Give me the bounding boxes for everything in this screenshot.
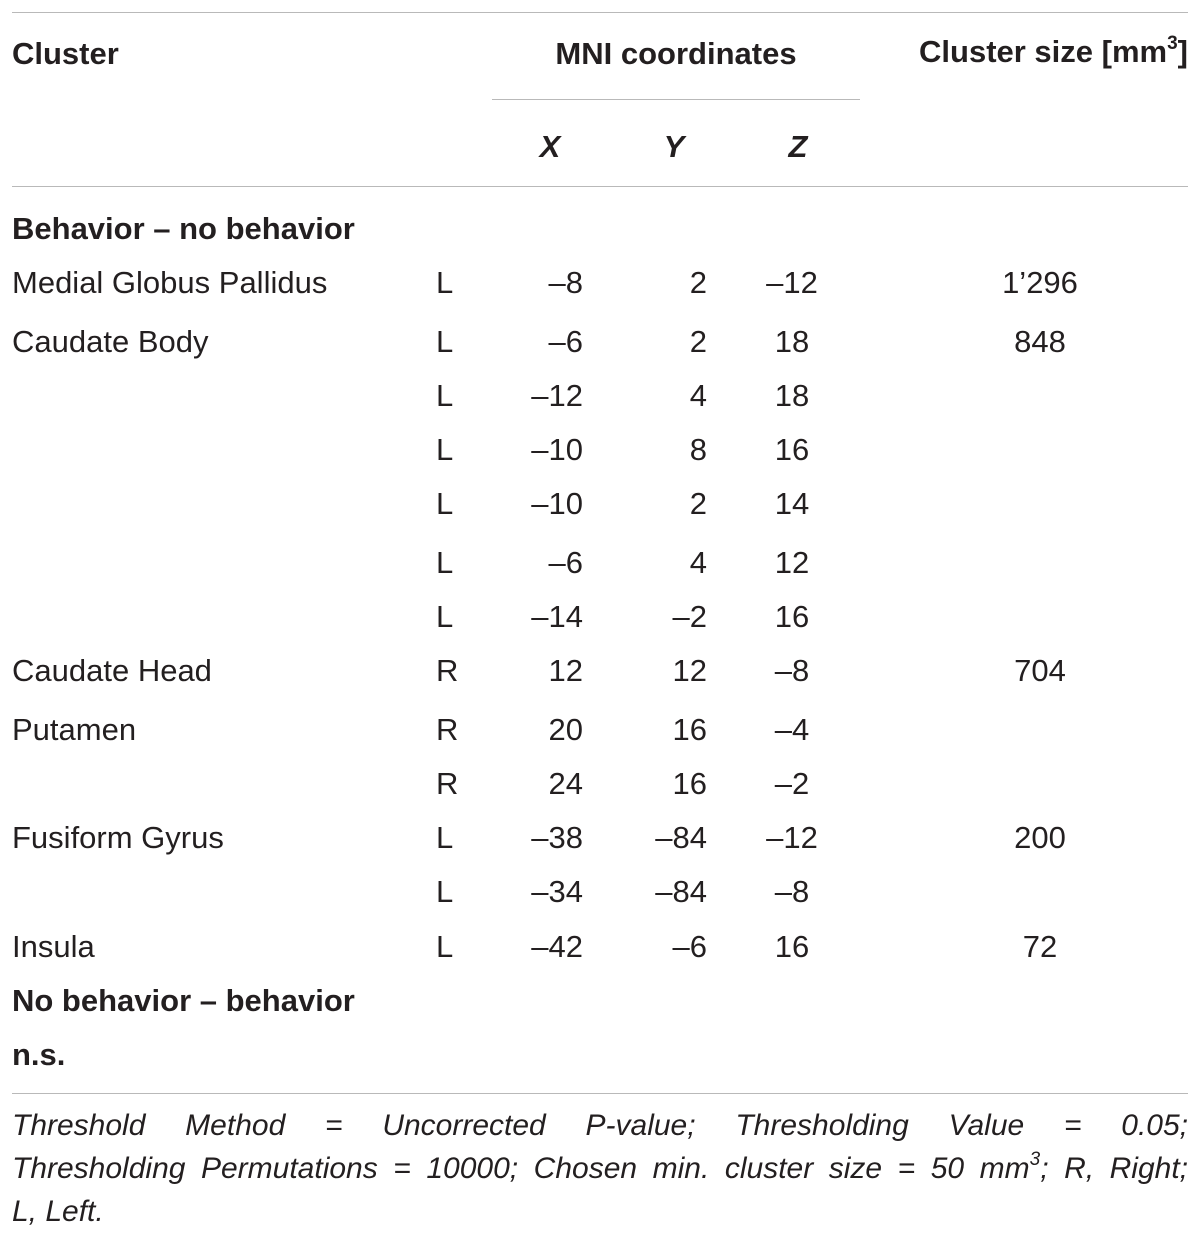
cell-x: –38 <box>531 820 583 855</box>
top-rule <box>12 12 1188 13</box>
cell-z: 18 <box>774 378 810 413</box>
cell-y: 16 <box>672 766 707 801</box>
cell-hemi: L <box>436 820 454 855</box>
cell-x: 24 <box>548 766 583 801</box>
cell-hemi: L <box>436 265 454 300</box>
cell-z: 16 <box>774 599 810 634</box>
cell-hemi: R <box>436 766 459 801</box>
table-footnote <box>12 1104 1188 1233</box>
cell-x: –12 <box>531 378 583 413</box>
cell-cluster: Fusiform Gyrus <box>12 820 224 855</box>
section-not-significant: n.s. <box>12 1037 66 1072</box>
cell-hemi: L <box>436 545 454 580</box>
cell-y: 12 <box>672 653 707 688</box>
cell-y: 4 <box>689 545 707 580</box>
cell-hemi: L <box>436 324 454 359</box>
cell-hemi: L <box>436 874 454 909</box>
cell-z: –2 <box>774 766 810 801</box>
cell-x: 12 <box>548 653 583 688</box>
cell-y: 16 <box>672 712 707 747</box>
cell-y: –6 <box>672 929 707 964</box>
table-bottom-rule <box>12 1093 1188 1094</box>
header-cluster-size-superscript: 3 <box>1167 33 1178 54</box>
cell-z: 16 <box>774 432 810 467</box>
cell-x: –6 <box>548 545 583 580</box>
footnote-line-2 <box>12 1147 1188 1190</box>
cell-z: –8 <box>774 874 810 909</box>
cell-x: 20 <box>548 712 583 747</box>
section-no-behavior-behavior: No behavior – behavior <box>12 983 355 1018</box>
mni-underline-rule <box>492 99 860 100</box>
cell-hemi: R <box>436 653 459 688</box>
cell-x: –10 <box>531 432 583 467</box>
cell-size: 1’296 <box>1002 265 1078 300</box>
header-cluster-size-close: ] <box>1177 34 1188 69</box>
header-cluster-size <box>919 33 1188 69</box>
footnote-line-2-tail: ; R, Right; <box>1040 1152 1189 1185</box>
cell-y: 2 <box>689 265 707 300</box>
cell-x: –10 <box>531 486 583 521</box>
cell-x: –34 <box>531 874 583 909</box>
cell-x: –42 <box>531 929 583 964</box>
footnote-line-2-text: Thresholding Permutations = 10000; Chosen min. cluster size = 50 mm <box>12 1152 1030 1185</box>
cell-hemi: L <box>436 486 454 521</box>
cell-z: –4 <box>774 712 810 747</box>
section-behavior-no-behavior: Behavior – no behavior <box>12 211 355 246</box>
cell-z: –12 <box>766 820 818 855</box>
footnote-line-3: L, Left. <box>12 1195 104 1228</box>
cell-cluster: Caudate Body <box>12 324 209 359</box>
footnote-line-1: Threshold Method = Uncorrected P-value; Thresholding Value = 0.05; <box>12 1109 1188 1142</box>
header-z: Z <box>788 129 808 164</box>
cell-y: –2 <box>672 599 707 634</box>
cell-y: 4 <box>689 378 707 413</box>
cell-y: 8 <box>689 432 707 467</box>
cell-z: –12 <box>766 265 818 300</box>
header-cluster: Cluster <box>12 36 119 71</box>
cell-cluster: Medial Globus Pallidus <box>12 265 328 300</box>
cell-z: 14 <box>774 486 810 521</box>
cell-z: 18 <box>774 324 810 359</box>
cell-hemi: L <box>436 599 454 634</box>
cell-hemi: L <box>436 378 454 413</box>
cell-cluster: Insula <box>12 929 95 964</box>
footnote-line-2-superscript: 3 <box>1029 1149 1041 1170</box>
header-x: X <box>539 129 561 164</box>
cell-hemi: L <box>436 432 454 467</box>
header-y: Y <box>663 129 685 164</box>
cell-size: 848 <box>1014 324 1066 359</box>
cell-size: 72 <box>1022 929 1058 964</box>
cell-z: –8 <box>774 653 810 688</box>
header-mni-coordinates: MNI coordinates <box>555 36 797 71</box>
cell-z: 16 <box>774 929 810 964</box>
cell-hemi: R <box>436 712 459 747</box>
cell-y: 2 <box>689 486 707 521</box>
cell-size: 200 <box>1014 820 1066 855</box>
cell-cluster: Caudate Head <box>12 653 212 688</box>
cell-y: 2 <box>689 324 707 359</box>
cell-cluster: Putamen <box>12 712 137 747</box>
cell-hemi: L <box>436 929 454 964</box>
cell-x: –14 <box>531 599 583 634</box>
header-cluster-size-label: Cluster size [mm <box>919 34 1168 69</box>
cell-x: –8 <box>548 265 583 300</box>
cell-y: –84 <box>655 820 707 855</box>
cell-z: 12 <box>774 545 810 580</box>
cell-x: –6 <box>548 324 583 359</box>
cell-y: –84 <box>655 874 707 909</box>
cell-size: 704 <box>1014 653 1066 688</box>
header-bottom-rule <box>12 186 1188 187</box>
